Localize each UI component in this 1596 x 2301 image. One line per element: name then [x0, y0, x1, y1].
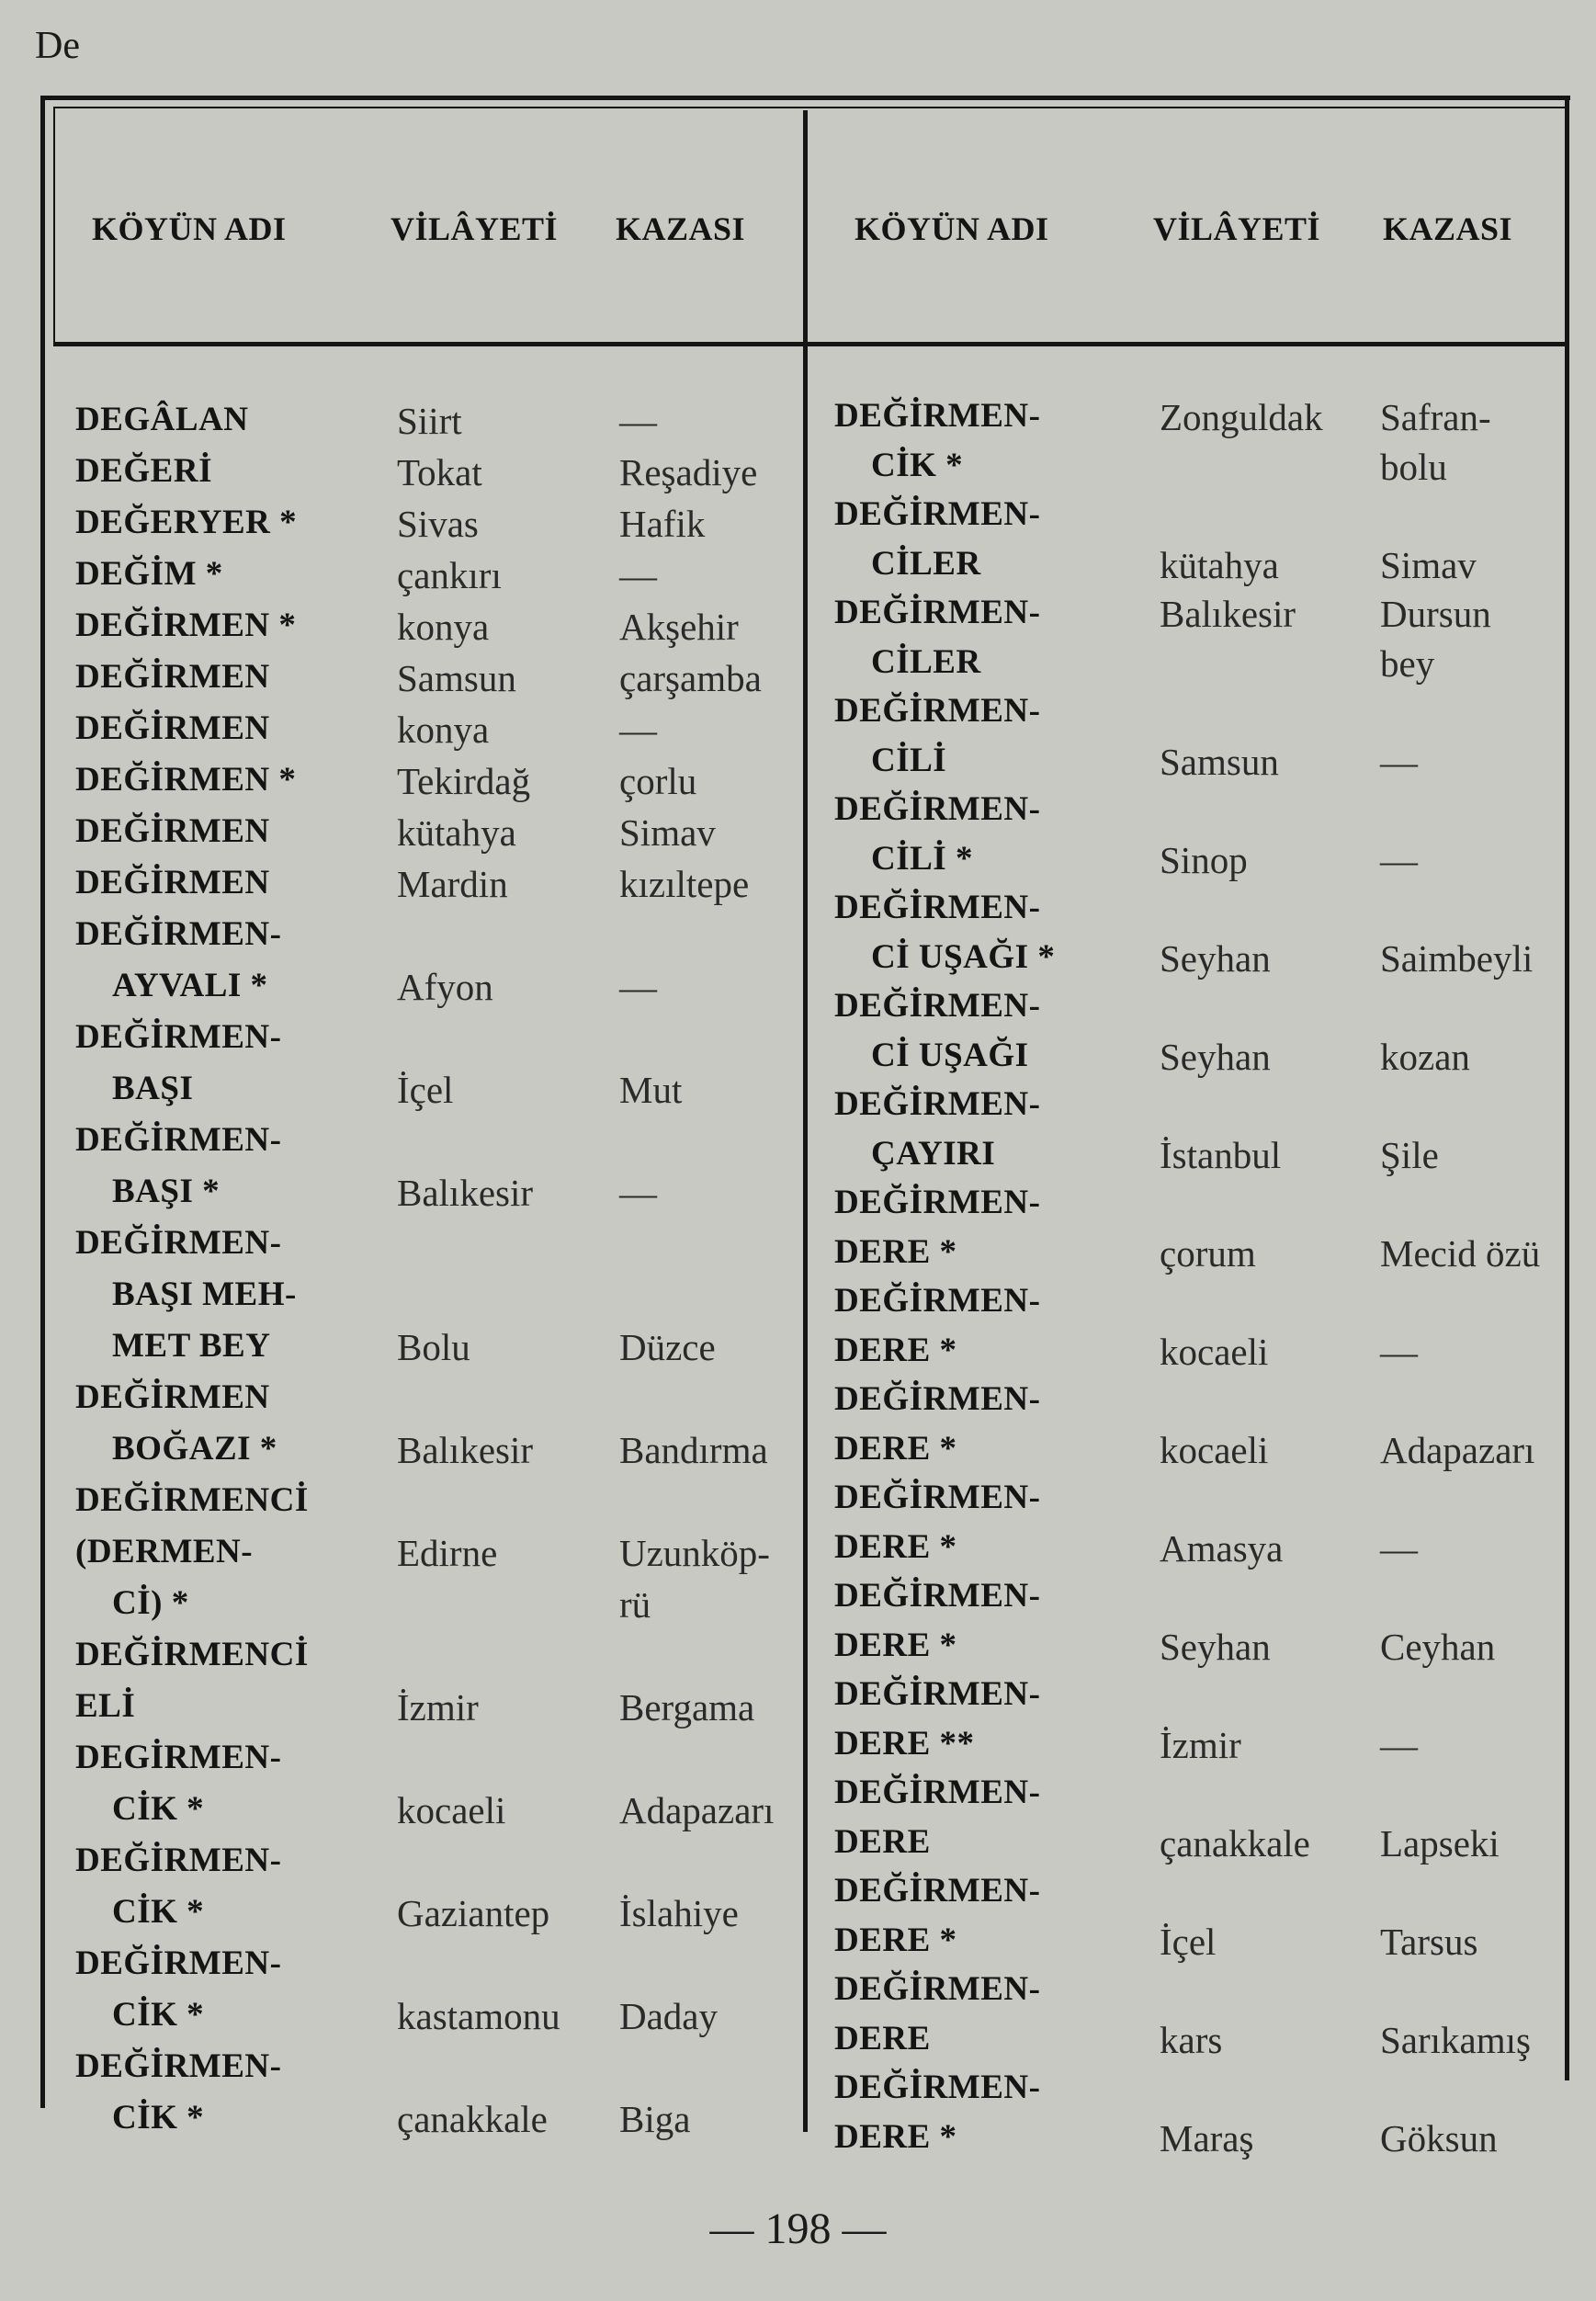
left-village-name-cell: AYVALI * — [112, 967, 268, 1004]
column-header-village-name: KÖYÜN ADI — [92, 210, 287, 247]
left-village-name-cell: DEĞİRMEN — [75, 812, 270, 850]
right-province-cell: Seyhan — [1160, 1036, 1271, 1078]
left-village-name-cell: DEĞİRMEN- — [75, 1224, 282, 1262]
header-bottom-rule — [53, 342, 1569, 346]
left-village-name-cell: BAŞI — [112, 1070, 194, 1107]
right-province-cell: Samsun — [1160, 741, 1279, 783]
left-district-cell: — — [619, 1172, 657, 1214]
right-village-name-cell: DERE — [834, 1823, 931, 1861]
left-village-name-cell: CİK * — [112, 1893, 205, 1931]
right-village-name-cell: DERE * — [834, 1332, 957, 1369]
right-province-cell: kocaeli — [1160, 1429, 1269, 1471]
right-district-cell: Safran- — [1380, 396, 1491, 438]
right-district-cell: bey — [1380, 642, 1435, 685]
right-village-name-cell: DEĞİRMEN- — [834, 1085, 1041, 1123]
right-district-cell: — — [1380, 1724, 1418, 1766]
left-province-cell: Sivas — [397, 503, 479, 545]
right-province-cell: Maraş — [1160, 2117, 1254, 2159]
right-province-cell: Seyhan — [1160, 1626, 1271, 1668]
table-top-rule-inner — [53, 107, 1569, 108]
left-province-cell: çanakkale — [397, 2098, 548, 2140]
right-village-name-cell: DEĞİRMEN- — [834, 1872, 1041, 1910]
right-village-name-cell: ÇAYIRI — [871, 1135, 996, 1173]
left-district-cell: İslahiye — [619, 1892, 739, 1934]
page-number: — 198 — — [709, 2205, 887, 2253]
left-village-name-cell: DEĞİRMEN — [75, 658, 270, 696]
right-district-cell: — — [1380, 1527, 1418, 1570]
column-header-district-right: KAZASI — [1383, 210, 1513, 247]
right-village-name-cell: DEĞİRMEN- — [834, 1970, 1041, 2008]
right-village-name-cell: DEĞİRMEN- — [834, 790, 1041, 828]
left-village-name-cell: DEĞİRMEN * — [75, 761, 297, 799]
right-district-cell: Dursun — [1380, 593, 1491, 635]
left-province-cell: konya — [397, 606, 490, 648]
left-province-cell: Balıkesir — [397, 1429, 534, 1471]
right-province-cell: İçel — [1160, 1921, 1217, 1963]
left-village-name-cell: ELİ — [75, 1687, 136, 1725]
left-province-cell: konya — [397, 708, 490, 751]
table-top-rule — [40, 96, 1570, 100]
table-right-rule — [1565, 96, 1569, 2080]
right-district-cell: kozan — [1380, 1036, 1470, 1078]
left-village-name-cell: DEĞİRMEN- — [75, 2047, 282, 2085]
table-left-rule-outer — [40, 96, 45, 2108]
left-province-cell: İzmir — [397, 1686, 479, 1729]
right-village-name-cell: DERE — [834, 2020, 931, 2057]
table-center-rule — [803, 110, 808, 2132]
left-village-name-cell: DEĞERİ — [75, 452, 212, 490]
left-province-cell: Gaziantep — [397, 1892, 550, 1934]
left-province-cell: Balıkesir — [397, 1172, 534, 1214]
left-village-name-cell: DEGİRMEN- — [75, 1739, 282, 1776]
left-province-cell: Tokat — [397, 451, 482, 493]
left-village-name-cell: DEĞİRMEN- — [75, 915, 282, 953]
right-village-name-cell: DERE * — [834, 1627, 957, 1664]
left-district-cell: Akşehir — [619, 606, 739, 648]
left-village-name-cell: (DERMEN- — [75, 1533, 254, 1570]
right-village-name-cell: Cİ UŞAĞI * — [871, 938, 1056, 976]
left-village-name-cell: DEĞİRMEN- — [75, 1842, 282, 1879]
left-province-cell: Tekirdağ — [397, 760, 531, 802]
left-district-cell: Daday — [619, 1995, 719, 2037]
right-village-name-cell: CİLİ — [871, 742, 947, 779]
left-village-name-cell: DEĞİRMEN — [75, 1378, 270, 1416]
left-district-cell: rü — [619, 1583, 651, 1626]
right-village-name-cell: DEĞİRMEN- — [834, 1184, 1041, 1221]
right-district-cell: Simav — [1380, 544, 1477, 586]
right-province-cell: Sinop — [1160, 839, 1248, 881]
right-district-cell: Sarıkamış — [1380, 2019, 1531, 2061]
right-village-name-cell: DEĞİRMEN- — [834, 692, 1041, 730]
right-province-cell: kütahya — [1160, 544, 1279, 586]
left-province-cell: kocaeli — [397, 1789, 506, 1831]
right-district-cell: Tarsus — [1380, 1921, 1478, 1963]
right-district-cell: bolu — [1380, 446, 1447, 488]
right-village-name-cell: Cİ UŞAĞI — [871, 1037, 1029, 1074]
right-village-name-cell: DEĞİRMEN- — [834, 1774, 1041, 1811]
right-village-name-cell: DEĞİRMEN- — [834, 1577, 1041, 1615]
column-header-province: VİLÂYETİ — [391, 210, 559, 247]
right-province-cell: kocaeli — [1160, 1331, 1269, 1373]
left-village-name-cell: DEĞERYER * — [75, 504, 298, 541]
left-village-name-cell: DEĞİRMEN- — [75, 1018, 282, 1056]
left-province-cell: Bolu — [397, 1326, 470, 1368]
left-province-cell: Siirt — [397, 400, 462, 442]
right-village-name-cell: DERE ** — [834, 1725, 975, 1763]
left-village-name-cell: DEĞİRMEN- — [75, 1944, 282, 1982]
right-province-cell: Seyhan — [1160, 937, 1271, 980]
left-district-cell: çarşamba — [619, 657, 762, 699]
left-province-cell: kastamonu — [397, 1995, 560, 2037]
left-district-cell: Biga — [619, 2098, 691, 2140]
right-district-cell: Adapazarı — [1380, 1429, 1535, 1471]
table-left-rule-inner — [53, 107, 55, 346]
left-village-name-cell: DEĞİRMEN * — [75, 606, 297, 644]
right-village-name-cell: DERE * — [834, 1921, 957, 1959]
right-village-name-cell: CİK * — [871, 447, 964, 484]
right-village-name-cell: DEĞİRMEN- — [834, 2069, 1041, 2106]
right-village-name-cell: DEĞİRMEN- — [834, 1380, 1041, 1418]
left-district-cell: kızıltepe — [619, 863, 750, 905]
right-province-cell: Balıkesir — [1160, 593, 1296, 635]
column-header-province-right: VİLÂYETİ — [1153, 210, 1321, 247]
right-village-name-cell: DEĞİRMEN- — [834, 1479, 1041, 1516]
page-header: De — [35, 25, 80, 67]
left-village-name-cell: DEĞİRMEN- — [75, 1121, 282, 1159]
left-village-name-cell: BAŞI * — [112, 1173, 221, 1210]
left-district-cell: Reşadiye — [619, 451, 758, 493]
right-district-cell: Mecid özü — [1380, 1232, 1541, 1275]
left-district-cell: Simav — [619, 811, 716, 854]
right-district-cell: Saimbeyli — [1380, 937, 1534, 980]
right-province-cell: kars — [1160, 2019, 1223, 2061]
right-province-cell: İstanbul — [1160, 1134, 1282, 1176]
right-province-cell: İzmir — [1160, 1724, 1241, 1766]
left-province-cell: Samsun — [397, 657, 516, 699]
left-district-cell: — — [619, 966, 657, 1008]
left-village-name-cell: BOĞAZI * — [112, 1430, 277, 1468]
right-district-cell: — — [1380, 839, 1418, 881]
right-village-name-cell: DERE * — [834, 2118, 957, 2156]
left-village-name-cell: BAŞI MEH- — [112, 1275, 297, 1313]
left-district-cell: Adapazarı — [619, 1789, 775, 1831]
right-village-name-cell: DERE * — [834, 1430, 957, 1468]
right-village-name-cell: DEĞİRMEN- — [834, 987, 1041, 1025]
right-village-name-cell: DEĞİRMEN- — [834, 1282, 1041, 1320]
left-district-cell: Bergama — [619, 1686, 755, 1729]
left-village-name-cell: Cİ) * — [112, 1584, 189, 1622]
left-village-name-cell: CİK * — [112, 1996, 205, 2034]
right-village-name-cell: DEĞİRMEN- — [834, 397, 1041, 435]
right-district-cell: Lapseki — [1380, 1822, 1500, 1865]
left-province-cell: İçel — [397, 1069, 454, 1111]
left-province-cell: kütahya — [397, 811, 516, 854]
right-province-cell: Zonguldak — [1160, 396, 1323, 438]
right-village-name-cell: DEĞİRMEN- — [834, 1675, 1041, 1713]
left-village-name-cell: DEĞİM * — [75, 555, 223, 593]
left-province-cell: Afyon — [397, 966, 493, 1008]
left-district-cell: — — [619, 708, 657, 751]
left-village-name-cell: DEĞİRMEN — [75, 709, 270, 747]
right-district-cell: Göksun — [1380, 2117, 1498, 2159]
left-district-cell: Bandırma — [619, 1429, 768, 1471]
right-village-name-cell: CİLER — [871, 545, 981, 583]
left-district-cell: Mut — [619, 1069, 683, 1111]
right-district-cell: — — [1380, 741, 1418, 783]
right-village-name-cell: CİLİ * — [871, 840, 973, 878]
left-village-name-cell: MET BEY — [112, 1327, 271, 1365]
right-province-cell: Amasya — [1160, 1527, 1284, 1570]
column-header-district: KAZASI — [616, 210, 746, 247]
right-village-name-cell: DEĞİRMEN- — [834, 594, 1041, 631]
left-district-cell: — — [619, 400, 657, 442]
right-province-cell: çanakkale — [1160, 1822, 1310, 1865]
left-village-name-cell: DEĞİRMEN — [75, 864, 270, 901]
right-village-name-cell: DEĞİRMEN- — [834, 495, 1041, 533]
right-district-cell: — — [1380, 1331, 1418, 1373]
right-district-cell: Ceyhan — [1380, 1626, 1496, 1668]
right-province-cell: çorum — [1160, 1232, 1256, 1275]
left-province-cell: Mardin — [397, 863, 508, 905]
right-district-cell: Şile — [1380, 1134, 1439, 1176]
left-district-cell: Uzunköp- — [619, 1532, 770, 1574]
left-province-cell: çankırı — [397, 554, 502, 596]
left-village-name-cell: DEĞİRMENCİ — [75, 1636, 309, 1673]
right-village-name-cell: DERE * — [834, 1528, 957, 1566]
left-district-cell: çorlu — [619, 760, 697, 802]
column-header-village-name-right: KÖYÜN ADI — [855, 210, 1049, 247]
left-village-name-cell: DEGÂLAN — [75, 401, 249, 438]
left-village-name-cell: CİK * — [112, 2099, 205, 2137]
left-province-cell: Edirne — [397, 1532, 498, 1574]
right-village-name-cell: DERE * — [834, 1233, 957, 1271]
left-district-cell: Düzce — [619, 1326, 716, 1368]
left-district-cell: Hafik — [619, 503, 706, 545]
right-village-name-cell: DEĞİRMEN- — [834, 889, 1041, 926]
left-village-name-cell: CİK * — [112, 1790, 205, 1828]
left-village-name-cell: DEĞİRMENCİ — [75, 1481, 309, 1519]
left-district-cell: — — [619, 554, 657, 596]
right-village-name-cell: CİLER — [871, 643, 981, 681]
